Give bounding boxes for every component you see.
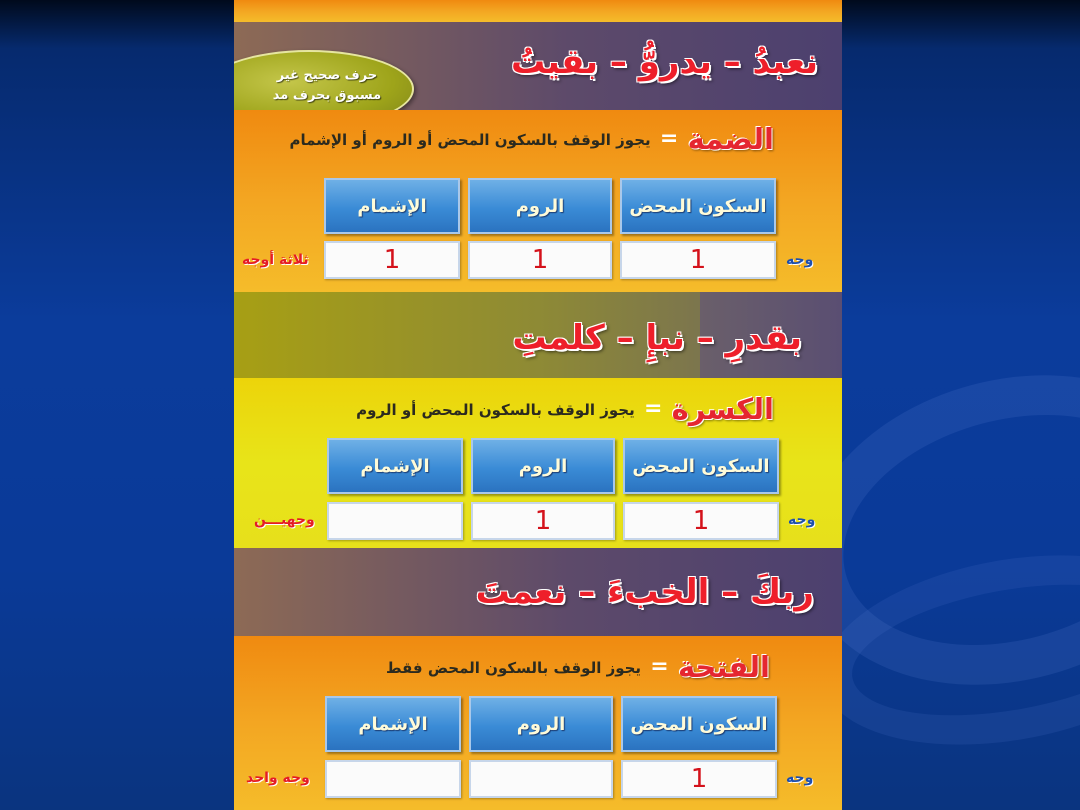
row-label-wajh-kasra: وجه [788,512,816,528]
rule-band-damma [234,110,842,292]
rule-band-kasra [234,378,842,548]
row-total-kasra: وجهيـــن [254,512,315,528]
words-band-kasra [234,292,842,378]
rule-key-kasra: الكسرة [671,392,774,426]
rule-eq-kasra: = [643,396,663,421]
rule-band-fatha [234,636,842,810]
top-strip [234,0,842,22]
header-sukun-kasra: السكون المحض [623,438,779,494]
cell-sukun-damma: 1 [620,241,776,279]
rule-damma [289,122,774,156]
header-sukun-damma: السكون المحض [620,178,776,234]
row-label-wajh-fatha: وجه [786,770,814,786]
rule-text-fatha: يجوز الوقف بالسكون المحض فقط [385,659,642,677]
row-total-damma: ثلاثة أوجه [242,252,309,268]
rule-text-kasra: يجوز الوقف بالسكون المحض أو الروم [356,401,635,419]
rule-key-fatha: الفتحة [677,650,770,684]
words-band-damma [234,22,842,110]
cell-sukun-kasra: 1 [623,502,779,540]
note-line-2: مسبوق بحرف مد [272,88,382,103]
words-band-fatha [234,548,842,636]
cell-ishmam-fatha [325,760,461,798]
note-text [252,66,402,106]
cell-sukun-fatha: 1 [621,760,777,798]
rule-kasra [356,392,774,426]
header-rawm-fatha: الروم [469,696,613,752]
example-words-damma: نعبدُ – يدروُّ – بقيتُ [510,42,818,82]
cell-ishmam-kasra [327,502,463,540]
header-rawm-damma: الروم [468,178,612,234]
rule-key-damma: الضمة [687,122,774,156]
rule-text-damma: يجوز الوقف بالسكون المحض أو الروم أو الإشمام [289,131,651,149]
header-sukun-fatha: السكون المحض [621,696,777,752]
example-words-fatha: ربكَ – الخبءَ – نعمتَ [475,572,814,612]
rule-eq-damma: = [659,126,679,151]
row-label-wajh-damma: وجه [786,252,814,268]
cell-rawm-damma: 1 [468,241,612,279]
cell-rawm-kasra: 1 [471,502,615,540]
cell-rawm-fatha [469,760,613,798]
header-ishmam-kasra: الإشمام [327,438,463,494]
slide-panel [234,0,842,810]
row-total-fatha: وجه واحد [246,770,310,786]
header-rawm-kasra: الروم [471,438,615,494]
header-ishmam-damma: الإشمام [324,178,460,234]
rule-fatha [386,650,770,684]
header-ishmam-fatha: الإشمام [325,696,461,752]
rule-eq-fatha: = [650,654,669,679]
example-words-kasra: بقدرِ – نبإِ – كلمتِ [512,318,802,358]
cell-ishmam-damma: 1 [324,241,460,279]
note-line-1: حرف صحيح غير [276,68,378,83]
